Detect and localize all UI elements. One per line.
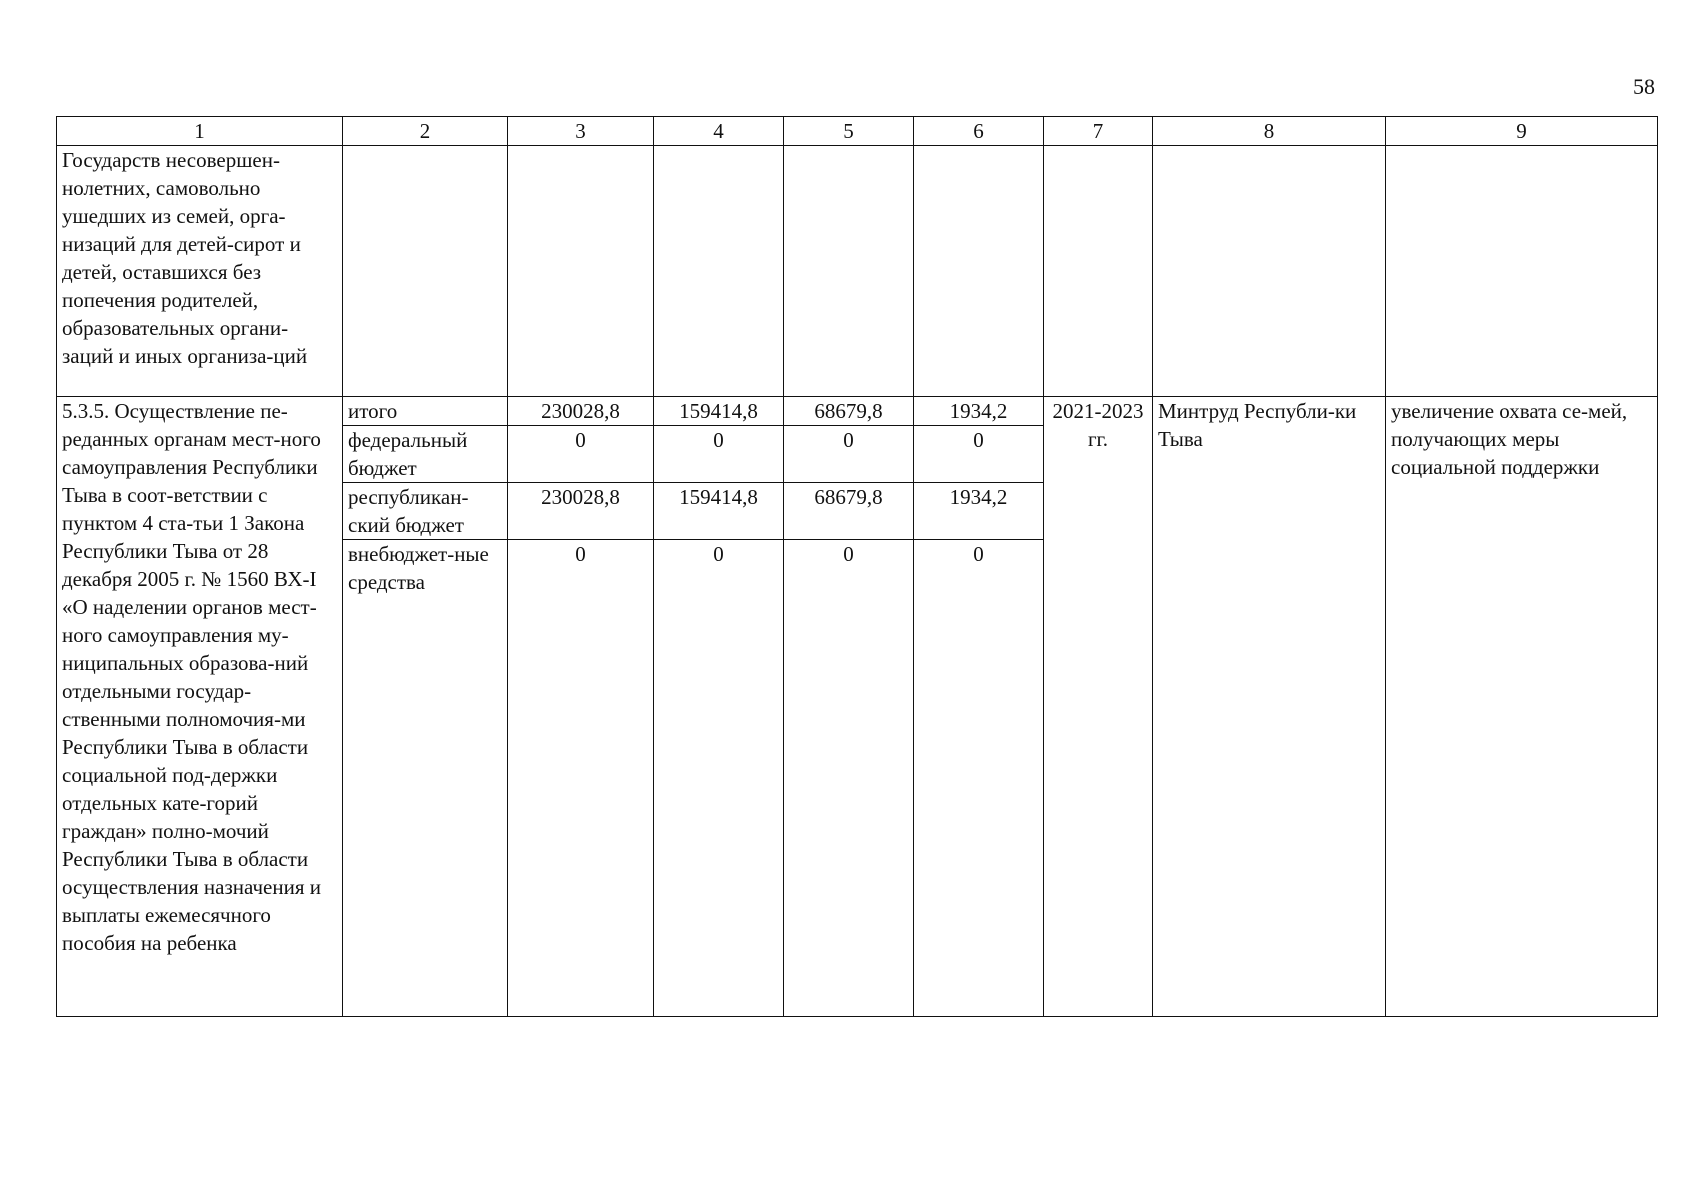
- budget-table: [56, 116, 1658, 1017]
- value-col-6: 1934,2: [914, 397, 1044, 426]
- header-col-3: 3: [508, 117, 654, 146]
- empty-cell: [508, 596, 654, 1016]
- funding-source: республикан-ский бюджет: [343, 483, 508, 540]
- empty-cell: [1044, 146, 1153, 397]
- executor: Минтруд Республи-ки Тыва: [1153, 397, 1386, 1017]
- empty-cell: [654, 146, 784, 397]
- value-col-5: 68679,8: [784, 483, 914, 540]
- header-col-6: 6: [914, 117, 1044, 146]
- value-col-4: 159414,8: [654, 483, 784, 540]
- header-col-4: 4: [654, 117, 784, 146]
- header-row: [57, 117, 1658, 146]
- value-col-3: 0: [508, 540, 654, 597]
- continuation-text: Государств несовершен-нолетних, самовольно ушедших из семей, орга-низаций для детей-сирот и детей, оставшихся без попечения родителей, образовательных органи-заций и иных организа-ций: [57, 146, 343, 397]
- empty-cell: [654, 596, 784, 1016]
- value-col-6: 0: [914, 540, 1044, 597]
- value-col-3: 0: [508, 426, 654, 483]
- value-col-6: 0: [914, 426, 1044, 483]
- funding-source: внебюджет-ные средства: [343, 540, 508, 597]
- empty-cell: [914, 146, 1044, 397]
- page-number: 58: [1633, 74, 1655, 99]
- value-col-6: 1934,2: [914, 483, 1044, 540]
- value-col-3: 230028,8: [508, 397, 654, 426]
- empty-cell: [508, 146, 654, 397]
- value-col-3: 230028,8: [508, 483, 654, 540]
- header-col-2: 2: [343, 117, 508, 146]
- expected-result: увеличение охвата се-мей, получающих меры социальной поддержки: [1386, 397, 1658, 1017]
- empty-cell: [914, 596, 1044, 1016]
- header-col-7: 7: [1044, 117, 1153, 146]
- header-col-9: 9: [1386, 117, 1658, 146]
- empty-cell: [1153, 146, 1386, 397]
- continuation-row: [57, 146, 1658, 397]
- value-col-5: 68679,8: [784, 397, 914, 426]
- header-col-8: 8: [1153, 117, 1386, 146]
- empty-cell: [1386, 146, 1658, 397]
- value-col-5: 0: [784, 426, 914, 483]
- empty-cell: [343, 596, 508, 1016]
- empty-cell: [343, 146, 508, 397]
- value-col-4: 0: [654, 540, 784, 597]
- funding-source: федеральный бюджет: [343, 426, 508, 483]
- value-col-5: 0: [784, 540, 914, 597]
- measure-title: 5.3.5. Осуществление пе-реданных органам мест-ного самоуправления Республики Тыва в соот-ветствии с пунктом 4 ста-тьи 1 Закона Республики Тыва от 28 декабря 2005 г. № 1560 ВХ-I «О наделении органов мест-ного самоуправления му-ниципальных образова-ний отдельными государ-ственными полномочия-ми Республики Тыва в области социальной под-держки отдельных кате-горий граждан» полно-мочий Республики Тыва в области осуществления назначения и выплаты ежемесячного пособия на ребенка: [57, 397, 343, 1017]
- value-col-4: 0: [654, 426, 784, 483]
- value-col-4: 159414,8: [654, 397, 784, 426]
- header-col-1: 1: [57, 117, 343, 146]
- measure-row-total: [57, 397, 1658, 426]
- empty-cell: [784, 596, 914, 1016]
- empty-cell: [784, 146, 914, 397]
- period: 2021-2023 гг.: [1044, 397, 1153, 1017]
- funding-source: итого: [343, 397, 508, 426]
- header-col-5: 5: [784, 117, 914, 146]
